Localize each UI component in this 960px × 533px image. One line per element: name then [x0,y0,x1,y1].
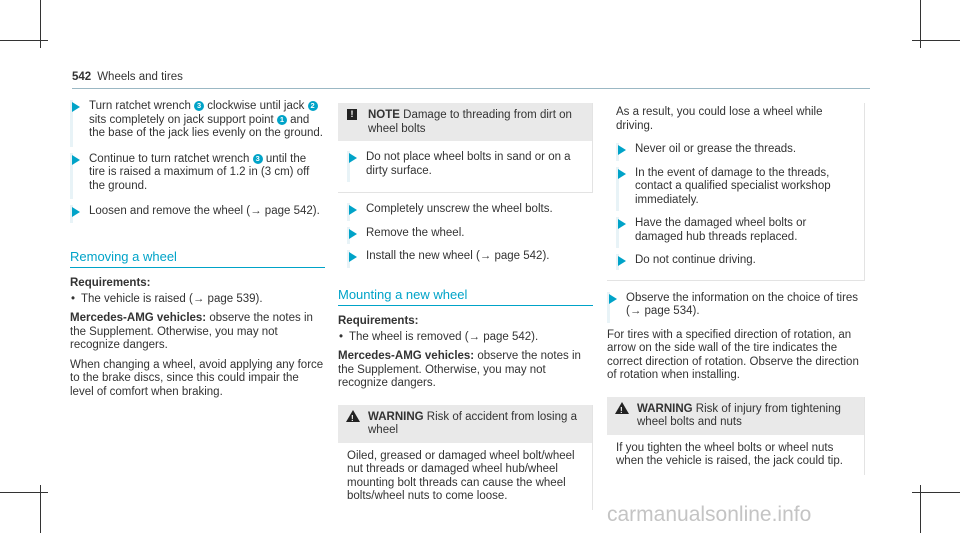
note-box [338,103,593,193]
step-2: Continue to turn ratchet wrench 3 until the tire is raised a maximum of 1.2 in (3 cm) off the ground. [70,153,325,200]
warning-header: ! WARNING Risk of injury from tightening wheel bolts and nuts [607,397,864,435]
step-contact-workshop: In the event of damage to the threads, contact a qualified specialist workshop immediately. [616,167,856,212]
step-arrow-icon [72,155,80,165]
step-arrow-icon [349,205,357,215]
step-arrow-icon [618,256,626,266]
step-arrow-icon [72,102,80,112]
column-2 [338,103,593,510]
section-heading-removing: Removing a wheel [70,248,177,264]
step-unscrew: Completely unscrew the wheel bolts. [347,203,593,221]
warning-continuation-box [607,103,865,281]
page-header [72,71,183,83]
header-divider [72,88,870,89]
section-title: Wheels and tires [97,71,183,83]
step-no-oil: Never oil or grease the threads. [616,143,856,161]
step-arrow-icon [618,219,626,229]
step-arrow-icon [72,207,80,217]
callout-3-icon: 3 [194,101,204,111]
step-arrow-icon [618,145,626,155]
step-3: Loosen and remove the wheel (→ page 542). [70,205,325,223]
note-icon: ! [347,109,357,120]
step-remove: Remove the wheel. [347,227,593,245]
column-3 [607,103,865,475]
warning-triangle-icon: ! [615,402,629,414]
callout-1-icon: 1 [277,115,287,125]
step-arrow-icon [618,169,626,179]
requirements-label: Requirements: [70,277,151,289]
step-install: Install the new wheel (→ page 542). [347,250,593,268]
note-header: ! NOTE Damage to threading from dirt on wheel bolts [338,103,592,141]
paragraph: When changing a wheel, avoid applying any force to the brake discs, since this could impair the level of comfort when braking. [70,358,324,398]
section-heading-mounting: Mounting a new wheel [338,286,468,302]
warning-body: Oiled, greased or damaged wheel bolt/wheel nut threads or damaged wheel hub/wheel mounting bolt threads can cause the wheel bolts/wheel nuts to come loose. [347,449,575,502]
requirement-item: • The wheel is removed (→ page 542). [338,331,593,345]
paragraph: For tires with a specified direction of rotation, an arrow on the side wall of the tire indicates the correct direction of rotation. Observe the direction of rotation when installing. [607,328,859,381]
warning-body: If you tighten the wheel bolts or wheel nuts when the vehicle is raised, the jack could tip. [616,441,843,467]
step-arrow-icon [349,153,357,163]
page-number: 542 [72,71,92,83]
step-observe-tires: Observe the information on the choice of tires (→ page 534). [607,292,865,323]
column-1 [70,100,325,399]
note-step: Do not place wheel bolts in sand or on a dirty surface. [347,151,584,182]
step-arrow-icon [349,252,357,262]
warning-header: ! WARNING Risk of accident from losing a wheel [338,405,592,443]
step-replace: Have the damaged wheel bolts or damaged hub threads replaced. [616,217,856,248]
requirement-item: • The vehicle is raised (→ page 539). [70,293,325,307]
step-arrow-icon [609,294,617,304]
requirements-label: Requirements: [338,315,419,327]
step-arrow-icon [349,229,357,239]
amg-note: Mercedes-AMG vehicles: observe the notes in the Supplement. Otherwise, you may not recognize dangers. [338,350,581,389]
amg-note: Mercedes-AMG vehicles: observe the notes in the Supplement. Otherwise, you may not recognize dangers. [70,312,313,351]
step-1: Turn ratchet wrench 3 clockwise until jack 2 sits completely on jack support point 1 and the base of the jack lies evenly on the ground. [70,100,325,147]
warning-continuation-text: As a result, you could lose a wheel while driving. [616,106,823,132]
callout-3-icon: 3 [253,154,263,164]
warning-box [607,397,865,475]
callout-2-icon: 2 [308,101,318,111]
step-stop-driving: Do not continue driving. [616,254,856,270]
warning-triangle-icon: ! [346,410,360,422]
watermark: carmanualsonline.info [607,503,812,526]
warning-box [338,405,593,510]
